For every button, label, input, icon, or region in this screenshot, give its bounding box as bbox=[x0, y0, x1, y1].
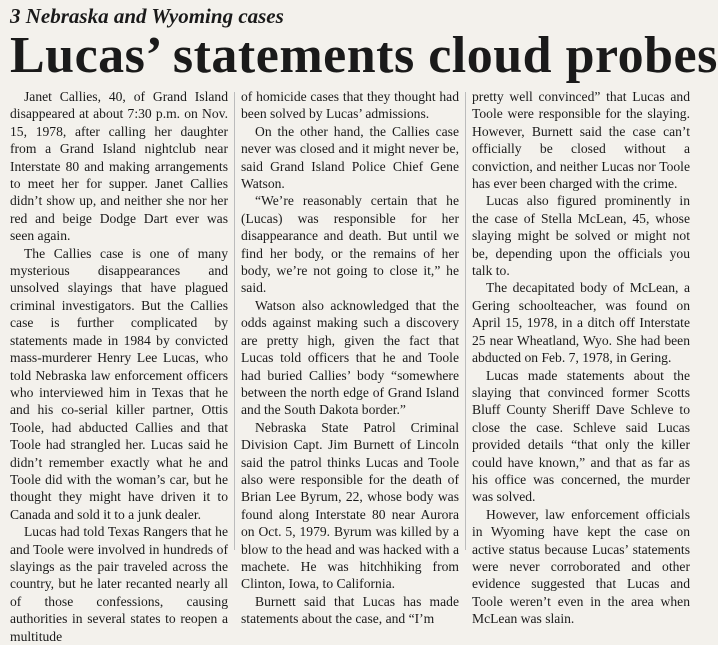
paragraph: Lucas made statements about the slaying that convinced former Scotts Bluff County Sheriff Dave Schleve to close the case. Schleve said Lucas provided details “that only the killer could have known,” and that as far as his office was concerned, the murder was solved. bbox=[472, 367, 690, 505]
paragraph: Burnett said that Lucas has made statements about the case, and “I’m bbox=[241, 593, 459, 627]
paragraph: However, law enforcement officials in Wyoming have kept the case on active status because Lucas’ statements were never corroborated and other evidence suggested that Lucas and Toole weren’t even in the area when McLean was slain. bbox=[472, 506, 690, 627]
paragraph: “We’re reasonably certain that he (Lucas) was responsible for her disappearance and death. But until we find her body, or the remains of her body, we’re not going to close it,” he said. bbox=[241, 193, 459, 296]
paragraph: of homicide cases that they thought had been solved by Lucas’ admissions. bbox=[241, 89, 459, 122]
article-body bbox=[10, 88, 690, 644]
paragraph: The decapitated body of McLean, a Gering schoolteacher, was found on April 15, 1978, in a ditch off Interstate 25 near Wheatland, Wyo. She had been abducted on Feb. 7, 1978, in Gering. bbox=[472, 280, 690, 366]
paragraph: pretty well convinced” that Lucas and Toole were responsible for the slaying. However, Burnett said the case can’t officially be closed without a conviction, and neither Lucas nor Toole has ever been charged with the crime. bbox=[472, 89, 690, 192]
paragraph: Nebraska State Patrol Criminal Division Capt. Jim Burnett of Lincoln said the patrol thinks Lucas and Toole also were responsible for the death of Brian Lee Byrum, 22, whose body was found along Interstate 80 near Aurora on Oct. 5, 1979. Byrum was killed by a blow to the head and was hacked with a machete. He was hitchhiking from Clinton, Iowa, to California. bbox=[241, 419, 459, 592]
paragraph: Lucas also figured prominently in the case of Stella McLean, 45, whose slaying might be solved or might not be, depending upon the officials you talk to. bbox=[472, 193, 690, 279]
article-column-2 bbox=[241, 88, 459, 627]
paragraph: Janet Callies, 40, of Grand Island disappeared at about 7:30 p.m. on Nov. 15, 1978, after calling her daughter from a Grand Island nightclub near Interstate 80 and making arrangements to meet her for supper. Janet Callies didn’t show up, and neither she nor her red and beige Dodge Dart ever was seen again. bbox=[10, 89, 228, 244]
kicker: 3 Nebraska and Wyoming cases bbox=[10, 4, 284, 28]
column-divider bbox=[465, 92, 466, 550]
paragraph: Watson also acknowledged that the odds against making such a discovery are pretty high, given the fact that Lucas told officers that he and Toole had buried Callies’ body “somewhere between the north edge of Grand Island and the South Dakota border.” bbox=[241, 297, 459, 418]
paragraph: The Callies case is one of many mysterious disappearances and unsolved slayings that have plagued criminal investigators. But the Callies case is further complicated by statements made in 1984 by convicted mass-murderer Henry Lee Lucas, who told Nebraska law enforcement officers who interviewed him in Texas that he and his co-serial killer partner, Ottis Toole, had abducted Callies and that Toole had strangled her. Lucas said he didn’t remember exactly what he and Toole did with the woman’s car, but he thought they might have driven it to Canada and sold it to a junk dealer. bbox=[10, 245, 228, 522]
column-divider bbox=[234, 92, 235, 550]
article-column-1 bbox=[10, 88, 228, 644]
paragraph: Lucas had told Texas Rangers that he and Toole were involved in hundreds of slayings as the pair traveled across the country, but he later recanted nearly all of those confessions, causing authorities in several states to reopen a multitude bbox=[10, 524, 228, 644]
headline: Lucas’ statements cloud probes bbox=[10, 27, 718, 84]
article-column-3 bbox=[472, 88, 690, 627]
paragraph: On the other hand, the Callies case never was closed and it might never be, said Grand Island Police Chief Gene Watson. bbox=[241, 123, 459, 192]
